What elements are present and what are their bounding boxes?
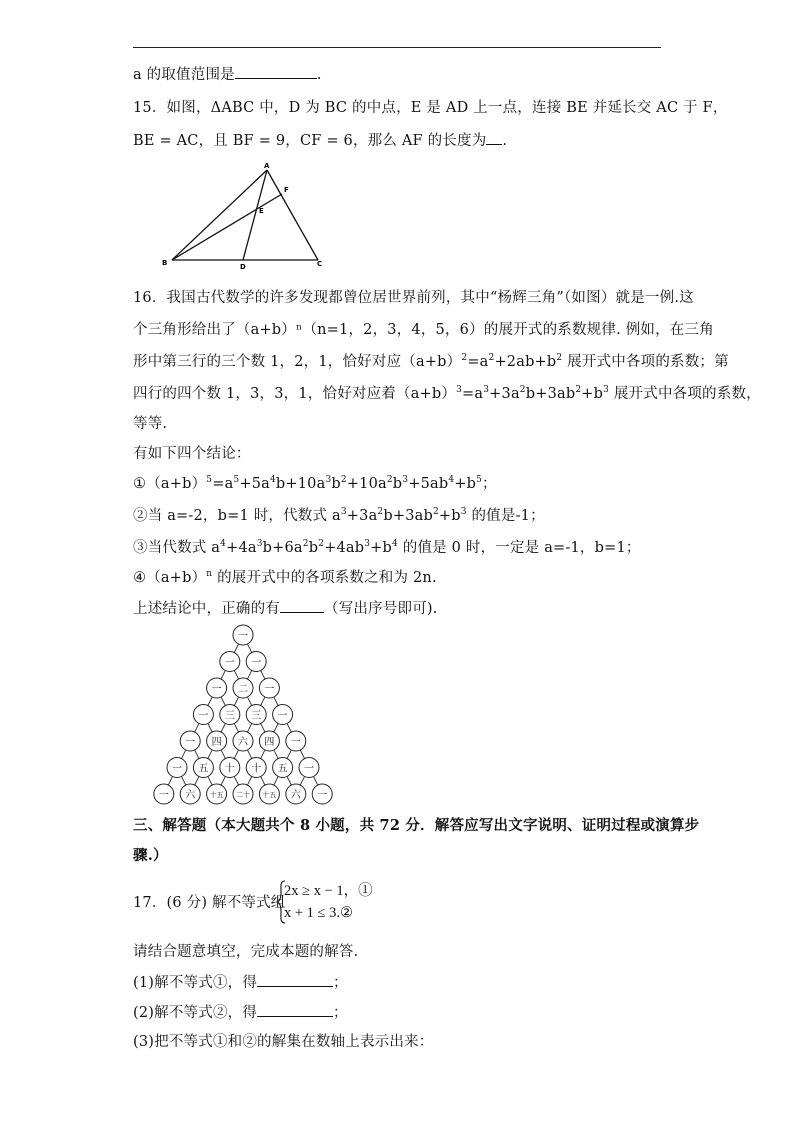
- triangle-figure: [150, 158, 340, 270]
- yanghui-node-label: 三: [251, 710, 262, 722]
- q17-instruction: 请结合题意填空，完成本题的解答.: [133, 944, 359, 960]
- q14-tail-end: .: [316, 67, 322, 83]
- answer-blank[interactable]: [235, 64, 317, 79]
- q16-line-5: 等等.: [133, 416, 168, 432]
- q15-line-2-text: BE = AC，且 BF = 9，CF = 6，那么 AF 的长度为: [133, 133, 487, 149]
- yanghui-node-label: 六: [185, 790, 196, 801]
- yanghui-node-label: 一: [277, 710, 288, 722]
- top-rule: [133, 47, 661, 48]
- q16-line-1: 16．我国古代数学的许多发现都曾位居世界前列，其中“杨辉三角”（如图）就是一例.这: [133, 290, 694, 306]
- inequality-system: [284, 880, 373, 924]
- label-e: E: [259, 207, 264, 215]
- q16-line-6: 有如下四个结论：: [133, 446, 251, 462]
- yanghui-node-label: 十: [251, 763, 262, 775]
- yanghui-triangle-figure: [160, 622, 340, 808]
- yanghui-node-label: 六: [290, 790, 301, 801]
- q17-prefix: 17．(6 分) 解不等式组: [133, 895, 286, 911]
- yanghui-node-label: 五: [198, 763, 209, 775]
- answer-blank[interactable]: [257, 972, 333, 987]
- q14-tail-line: [133, 64, 322, 85]
- q15-line-1: 15．如图，ΔABC 中，D 为 BC 的中点，E 是 AD 上一点，连接 BE 并延长交 AC 于 F，: [133, 100, 728, 116]
- yanghui-node-label: 六: [238, 737, 248, 748]
- q16-line-3: 形中第三行的三个数 1，2，1，恰好对应$(a+b)^2=a^2+2ab+b^2$ 展开式中各项的系数；第: [133, 353, 729, 370]
- label-f: F: [284, 186, 289, 194]
- yanghui-node-label: 一: [224, 657, 235, 669]
- yanghui-node-label: 四: [264, 737, 275, 748]
- q16-line-4: 四行的四个数 1，3，3，1，恰好对应着$(a+b)^3=a^3+3a^2b+3ab^2+b^3$ 展开式中各项的系数，: [133, 385, 761, 402]
- yanghui-node-label: 二十: [236, 791, 250, 799]
- yanghui-node-label: 十: [224, 763, 235, 775]
- section-3-heading-1: 三、解答题（本大题共个 8 小题，共 72 分．解答应写出文字说明、证明过程或演算步: [133, 817, 700, 834]
- yanghui-node-label: 五: [277, 763, 288, 775]
- label-b: B: [162, 259, 168, 267]
- yanghui-node-label: 一: [211, 684, 222, 695]
- yanghui-node-label: 一: [238, 631, 248, 642]
- q15-line-2-end: .: [502, 133, 508, 149]
- q16-question: 上述结论中，正确的有 （写出序号即可).: [133, 598, 438, 619]
- label-c: C: [317, 260, 323, 268]
- yanghui-node-label: 一: [317, 790, 328, 801]
- yanghui-node-label: 二: [238, 684, 248, 695]
- answer-blank[interactable]: [257, 1002, 333, 1017]
- q17-part-1: (1)解不等式①，得 ；: [133, 972, 348, 993]
- conclusion-4: $④(a+b)^n$ 的展开式中的各项系数之和为 2n.: [133, 569, 437, 586]
- answer-blank[interactable]: [486, 130, 502, 145]
- q15-line-2: [133, 130, 507, 151]
- label-d: D: [240, 263, 246, 271]
- inequality-1: 2x ≥ x − 1，①: [284, 883, 373, 899]
- q17-part-3: (3)把不等式①和②的解集在数轴上表示出来：: [133, 1034, 434, 1050]
- yanghui-node-label: 一: [185, 737, 196, 748]
- conclusion-3: ③当代数式 $a^4+4a^3b+6a^2b^2+4ab^3+b^4$ 的值是 0 时，一定是 a=-1，b=1；: [133, 539, 641, 556]
- inequality-2: x + 1 ≤ 3.②: [284, 905, 354, 921]
- yanghui-node-label: 四: [211, 737, 222, 748]
- yanghui-node-label: 一: [264, 684, 275, 695]
- q17-part-2: (2)解不等式②，得 ；: [133, 1002, 348, 1023]
- conclusion-2: ②当 a=-2，b=1 时，代数式 $a^3+3a^2b+3ab^2+b^3$ 的值是-1；: [133, 507, 545, 524]
- yanghui-node-label: 一: [198, 710, 209, 722]
- section-3-heading-2: 骤.）: [133, 847, 168, 864]
- yanghui-node-label: 一: [290, 737, 301, 748]
- yanghui-node-label: 十五: [209, 791, 224, 799]
- answer-blank[interactable]: [280, 598, 324, 613]
- conclusion-1: $①(a+b)^5=a^5+5a^4b+10a^3b^2+10a^2b^3+5ab^4+b^5$；: [133, 475, 497, 492]
- yanghui-node-label: 十五: [262, 791, 277, 799]
- q14-tail-text: a 的取值范围是: [133, 67, 235, 83]
- q16-line-2: 个三角形给出了（a+b）ⁿ（n=1，2，3，4，5，6）的展开式的系数规律. 例如，在三角: [133, 322, 714, 338]
- label-a: A: [264, 162, 270, 170]
- yanghui-node-label: 一: [251, 657, 262, 669]
- yanghui-node-label: 一: [158, 790, 169, 801]
- yanghui-node-label: 一: [304, 763, 314, 775]
- yanghui-node-label: 三: [224, 710, 235, 722]
- yanghui-node-label: 一: [172, 763, 182, 775]
